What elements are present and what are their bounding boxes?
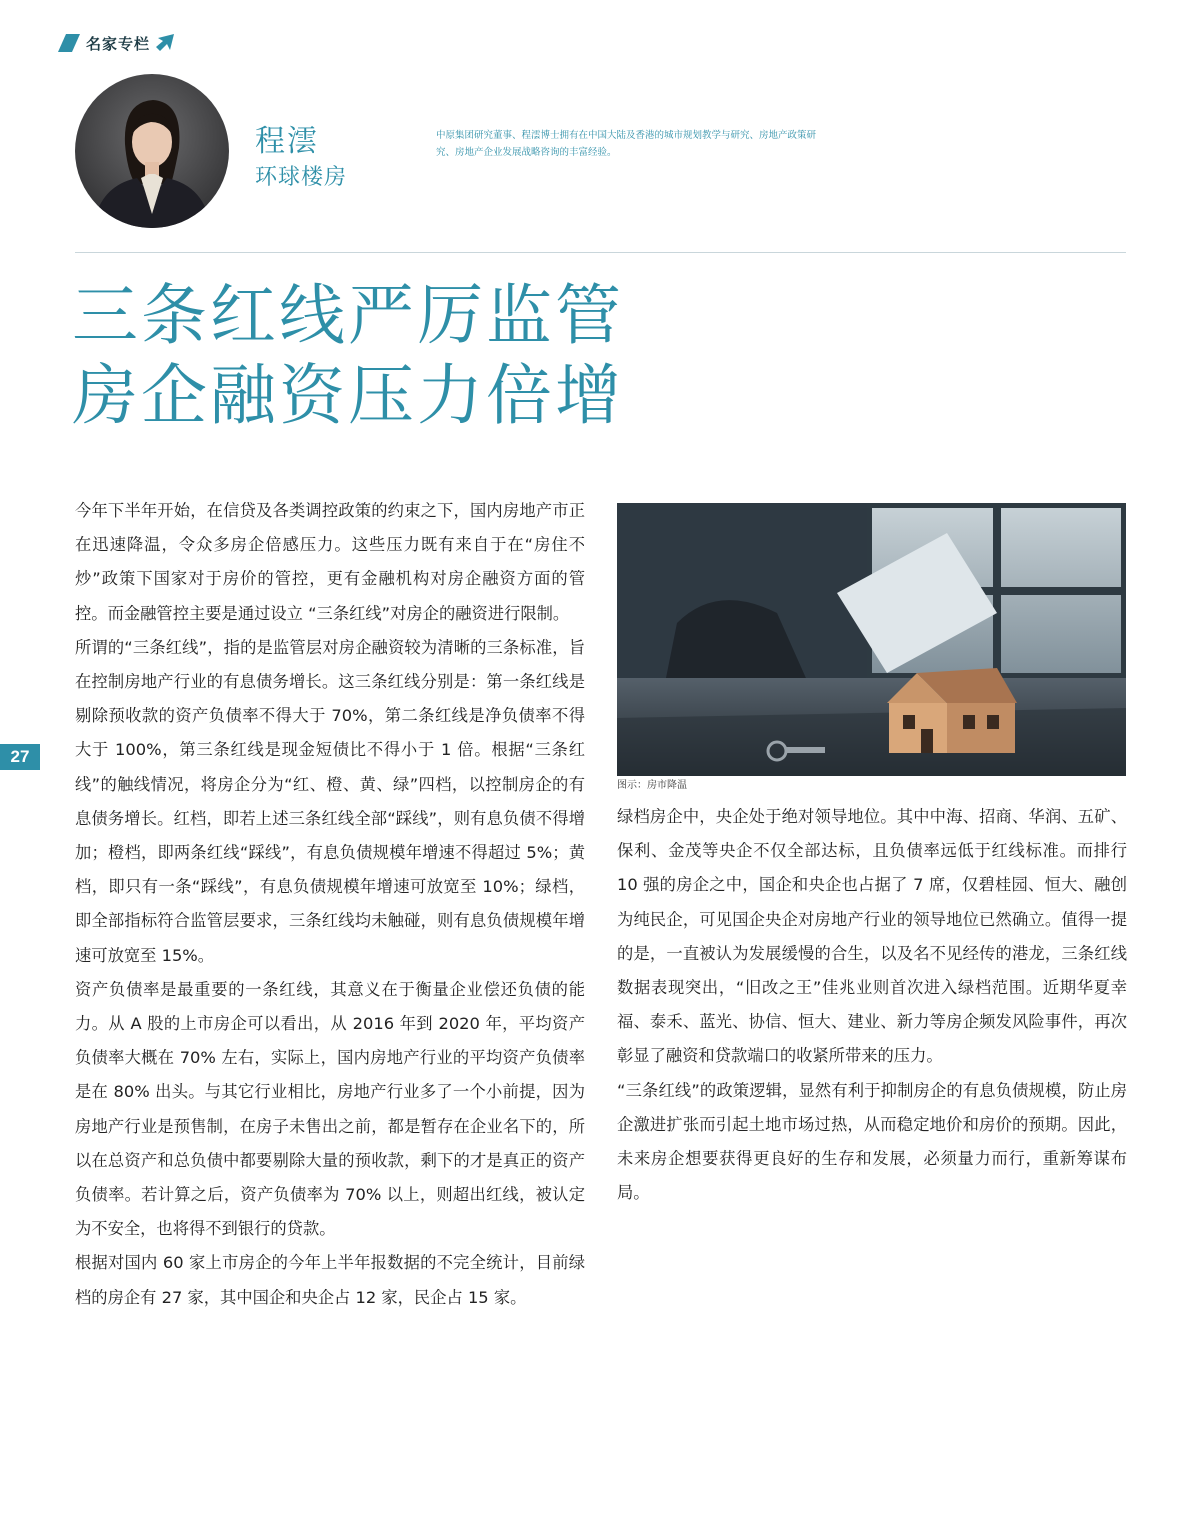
- author-portrait-icon: [75, 74, 229, 228]
- photo-caption: 图示：房市降温: [617, 780, 687, 791]
- headline-line-2: 房企融资压力倍增: [72, 357, 624, 434]
- body-left-column: [75, 494, 585, 1315]
- house-model-photo-icon: [617, 503, 1126, 776]
- body-paragraph: 今年下半年开始，在信贷及各类调控政策的约束之下，国内房地产市正在迅速降温，令众多房企倍感压力。这些压力既有来自于在“房住不炒”政策下国家对于房价的管控，更有金融机构对房企融资方面的管控。而金融管控主要是通过设立 “三条红线”对房企的融资进行限制。: [75, 501, 585, 623]
- page-number: 27: [0, 744, 40, 770]
- body-paragraph: 资产负债率是最重要的一条红线，其意义在于衡量企业偿还负债的能力。从 A 股的上市房企可以看出，从 2016 年到 2020 年，平均资产负债率大概在 70% 左右，实际上，国内房地产行业的平均资产负债率是在 80% 出头。与其它行业相比，房地产行业多了一个小前提，因为房地产行业是预售制，在房子未售出之前，都是暂存在企业名下的，所以在总资产和总负债中都要剔除大量的预收款，剩下的才是真正的资产负债率。若计算之后，资产负债率为 70% 以上，则超出红线，被认定为不安全，也将得不到银行的贷款。: [75, 979, 585, 1239]
- body-paragraph: 所谓的“三条红线”，指的是监管层对房企融资较为清晰的三条标准，旨在控制房地产行业的有息债务增长。这三条红线分别是：第一条红线是剔除预收款的资产负债率不得大于 70%，第二条红线是净负债率不得大于 100%，第三条红线是现金短债比不得小于 1 倍。根据“三条红线”的触线情况，将房企分为“红、橙、黄、绿”四档，以控制房企的有息债务增长。红档，即若上述三条红线全部“踩线”，则有息负债不得增加；橙档，即两条红线“踩线”，有息负债规模年增速不得超过 5%；黄档，即只有一条“踩线”，有息负债规模年增速可放宽至 10%；绿档，即全部指标符合监管层要求，三条红线均未触碰，则有息负债规模年增速可放宽至 15%。: [75, 637, 585, 965]
- column-tag: [58, 33, 176, 53]
- author-organization: 环球楼房: [255, 165, 348, 190]
- body-paragraph: 绿档房企中，央企处于绝对领导地位。其中中海、招商、华润、五矿、保利、金茂等央企不仅全部达标，且负债率远低于红线标准。而排行 10 强的房企之中，国企和央企也占据了 7 席，仅碧桂园、恒大、融创为纯民企，可见国企央企对房地产行业的领导地位已然确立。值得一提的是，一直被认为发展缓慢的合生，以及名不见经传的港龙，三条红线数据表现突出，“旧改之王”佳兆业则首次进入绿档范围。近期华夏幸福、泰禾、蓝光、协信、恒大、建业、新力等房企频发风险事件，再次彰显了融资和贷款端口的收紧所带来的压力。: [617, 807, 1127, 1066]
- author-name: 程澐: [255, 124, 319, 159]
- arrow-up-right-icon: [156, 34, 176, 52]
- headline: [72, 276, 712, 436]
- headline-line-1: 三条红线严厉监管: [72, 277, 624, 354]
- body-right-column: [617, 800, 1127, 1210]
- article-photo: [617, 503, 1126, 776]
- author-bio: 中原集团研究董事、程澐博士拥有在中国大陆及香港的城市规划教学与研究、房地产政策研究、房地产企业发展战略咨询的丰富经验。: [436, 130, 817, 158]
- column-tag-label: 名家专栏: [86, 34, 151, 53]
- body-paragraph: “三条红线”的政策逻辑，显然有利于抑制房企的有息负债规模，防止房企激进扩张而引起土地市场过热，从而稳定地价和房价的预期。因此，未来房企想要获得更良好的生存和发展，必须量力而行，重新筹谋布局。: [617, 1080, 1127, 1203]
- author-avatar: [75, 74, 229, 228]
- body-paragraph: 根据对国内 60 家上市房企的今年上半年报数据的不完全统计，目前绿档的房企有 27 家，其中国企和央企占 12 家，民企占 15 家。: [75, 1253, 585, 1307]
- slash-icon: [58, 34, 80, 52]
- header-divider: [75, 252, 1126, 253]
